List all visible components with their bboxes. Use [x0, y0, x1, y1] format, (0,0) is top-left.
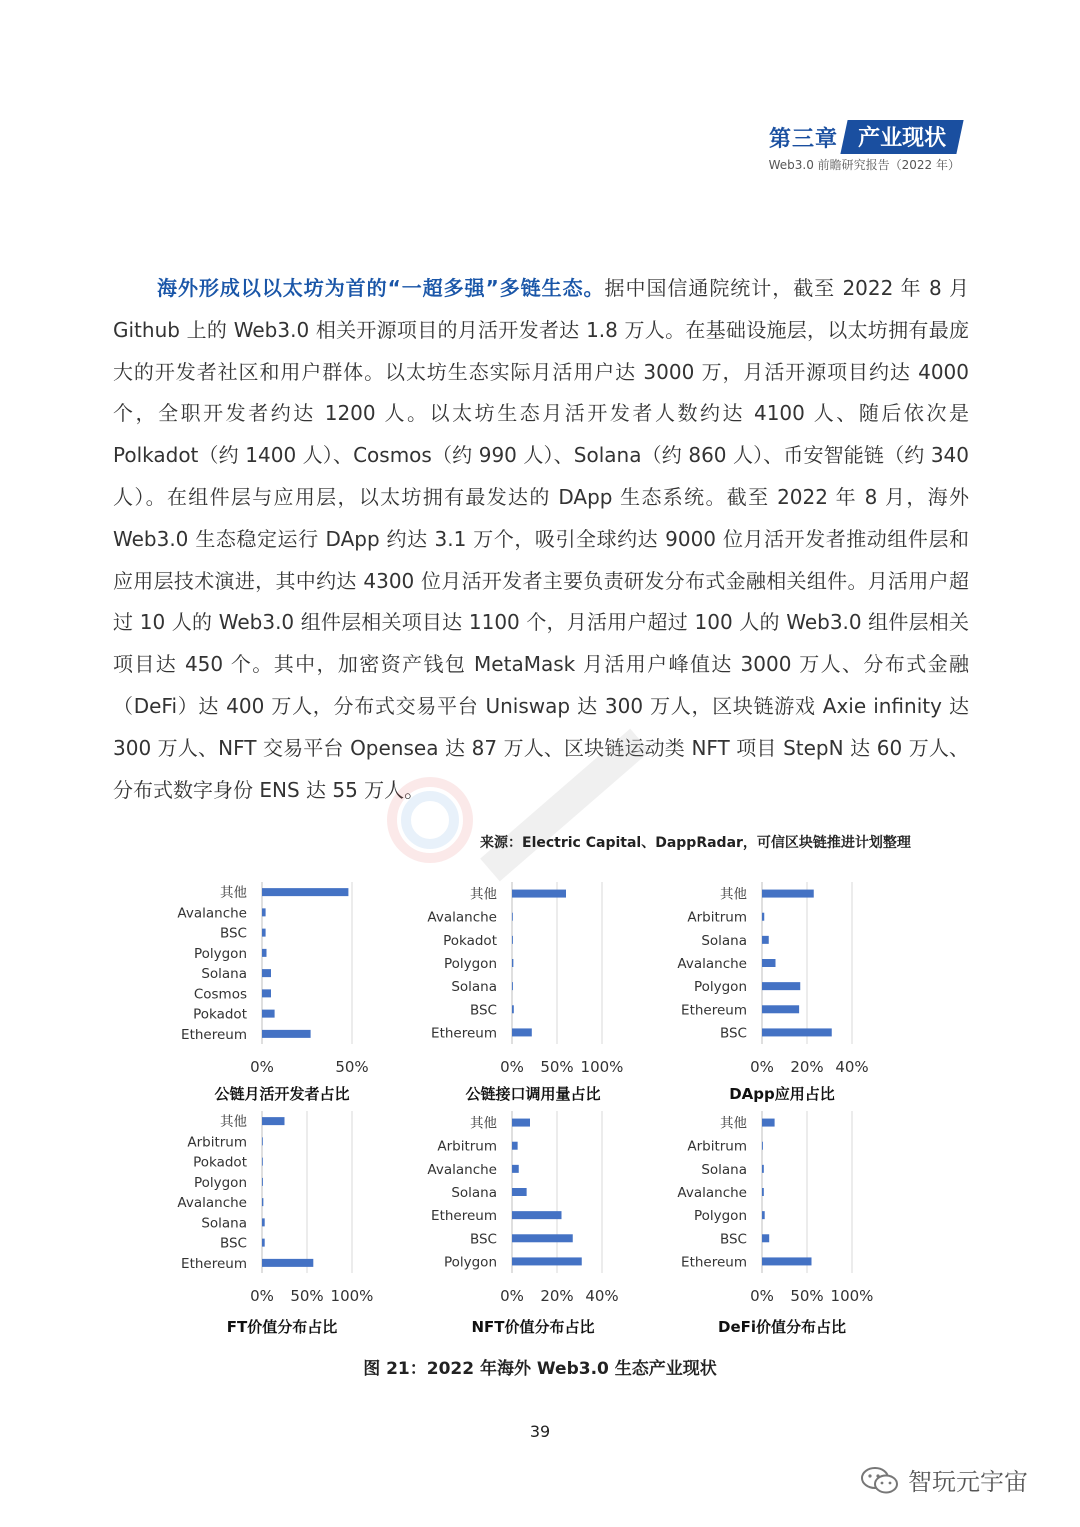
category-label: BSC [719, 1025, 747, 1042]
bar-solana [262, 1218, 265, 1226]
category-label: Cosmos [193, 986, 247, 1003]
category-label: Arbitrum [437, 1138, 497, 1155]
bar-其他 [262, 1117, 285, 1125]
chart-title: NFT价值分布占比 [471, 1318, 595, 1336]
bar-bsc [262, 929, 266, 937]
tick-label: 0% [500, 1287, 524, 1305]
bar-polygon [762, 1211, 765, 1219]
category-label: 其他 [220, 1114, 247, 1131]
chapter-topic-label: 产业现状 [858, 126, 947, 151]
category-label: Ethereum [681, 1254, 747, 1271]
category-label: Pokadot [443, 932, 497, 949]
chapter-label: 第三章 [768, 126, 838, 152]
bar-solana [762, 936, 769, 944]
bar-avalanche [262, 908, 266, 916]
category-label: Arbitrum [187, 1134, 247, 1151]
bar-bsc [512, 1005, 514, 1013]
category-label: Solana [201, 966, 247, 983]
bar-chart-svg [650, 878, 880, 1078]
tick-label: 100% [830, 1287, 874, 1305]
bar-arbitrum [762, 1142, 763, 1150]
bar-pokadot [262, 1010, 275, 1018]
category-label: Ethereum [431, 1208, 497, 1225]
bar-polygon [262, 949, 267, 957]
bar-chart-svg [400, 878, 630, 1078]
category-label: Polygon [443, 956, 497, 972]
tick-label: 0% [750, 1287, 774, 1305]
category-label: Avalanche [427, 1161, 497, 1178]
tick-label: 20% [790, 1058, 824, 1076]
bar-chart-svg [150, 878, 380, 1078]
chart-title: 公链月活开发者占比 [214, 1085, 350, 1103]
category-label: Polygon [693, 979, 747, 996]
category-label: 其他 [470, 886, 497, 903]
category-label: BSC [719, 1231, 747, 1248]
category-label: Ethereum [181, 1026, 247, 1043]
category-label: Avalanche [177, 905, 247, 922]
bar-arbitrum [262, 1137, 263, 1145]
chart-title: 公链接口调用量占比 [465, 1085, 601, 1103]
bar-其他 [512, 890, 566, 898]
category-label: 其他 [220, 885, 247, 902]
category-label: 其他 [720, 886, 747, 903]
tick-label: 20% [540, 1287, 574, 1305]
category-label: Avalanche [427, 909, 497, 926]
category-label: Arbitrum [687, 1138, 747, 1155]
bar-ethereum [512, 1028, 532, 1036]
page-number: 39 [529, 1422, 551, 1441]
source-note: 来源：Electric Capital、DappRadar，可信区块链推进计划整理 [480, 835, 911, 851]
bar-其他 [762, 890, 814, 898]
bar-arbitrum [762, 913, 764, 921]
bar-pokadot [262, 1158, 263, 1166]
category-label: Ethereum [681, 1002, 747, 1019]
bar-ethereum [762, 1005, 799, 1013]
category-label: Solana [201, 1215, 247, 1232]
bar-solana [762, 1165, 764, 1173]
category-label: Avalanche [677, 956, 747, 972]
chart-public-chain-api-calls [400, 878, 630, 1078]
bar-polygon [512, 1257, 582, 1265]
bar-cosmos [262, 989, 271, 997]
paragraph-body: 据中国信通院统计，截至 2022 年 8 月 Github 上的 Web3.0 相关开源项目的月活开发者达 1.8 万人。在基础设施层，以太坊拥有最庞大的开发者社区和用户群体。以太坊生态实际月活用户达 3000 万，月活开源项目约达 4000 个，全职开发者约达 1200 人。以太坊生态月活开发者人数约达 4100 人、随后依次是 Polkadot（约 1400 人）、Cosmos（约 990 人）、Solana（约 860 人）、币安智能链（约 340 人）。在组件层与应用层，以太坊拥有最发达的 DApp 生态系统。截至 2022 年 8 月，海外 Web3.0 生态稳定运行 DApp 约达 3.1 万个，吸引全球约达 9000 位月活开发者推动组件层和应用层技术演进，其中约达 4300 位月活开发者主要负责研发分布式金融相关组件。月活用户超过 10 人的 Web3.0 组件层相关项目达 1100 个，月活用户超过 100 人的 Web3.0 组件层相关项目达 450 个。其中，加密资产钱包 MetaMask 月活用户峰值达 3000 万人、分布式金融（DeFi）达 400 万人，分布式交易平台 Uniswap 达 300 万人，区块链游戏 Axie infinity 达 300 万人、NFT 交易平台 Opensea 达 87 万人、区块链运动类 NFT 项目 StepN 达 60 万人、分布式数字身份 ENS 达 55 万人。 [113, 276, 969, 802]
bar-bsc [512, 1234, 573, 1242]
tick-label: 50% [540, 1058, 574, 1076]
bar-其他 [512, 1119, 530, 1127]
category-label: Pokadot [193, 1006, 247, 1023]
wechat-icon [860, 1465, 900, 1495]
bar-polygon [512, 959, 513, 967]
category-label: Avalanche [177, 1195, 247, 1212]
category-label: BSC [219, 925, 247, 942]
category-label: Solana [451, 1185, 497, 1201]
bar-bsc [762, 1028, 832, 1036]
bar-ethereum [762, 1257, 812, 1265]
chart-dapp-share [650, 878, 880, 1078]
tick-label: 0% [750, 1058, 774, 1076]
tick-label: 0% [250, 1287, 274, 1305]
chart-ft-value [150, 1107, 380, 1307]
category-label: Pokadot [193, 1154, 247, 1171]
chart-public-chain-developers [150, 878, 380, 1078]
page-header [769, 120, 960, 173]
bar-avalanche [512, 913, 513, 921]
tick-label: 40% [585, 1287, 619, 1305]
bar-chart-svg [400, 1107, 630, 1307]
bar-pokadot [512, 936, 513, 944]
category-label: Arbitrum [687, 909, 747, 926]
tick-label: 50% [335, 1058, 369, 1076]
bar-polygon [762, 982, 800, 990]
chapter-topic-badge [840, 120, 963, 154]
category-label: Solana [701, 1161, 747, 1178]
bar-bsc [262, 1239, 265, 1247]
report-subtitle: Web3.0 前瞻研究报告（2022 年） [768, 158, 960, 172]
category-label: Polygon [693, 1208, 747, 1225]
bar-其他 [762, 1119, 775, 1127]
bar-solana [262, 969, 271, 977]
category-label: 其他 [720, 1115, 747, 1132]
bar-solana [512, 982, 513, 990]
tick-label: 0% [500, 1058, 524, 1076]
bar-avalanche [512, 1165, 519, 1173]
bar-arbitrum [512, 1142, 518, 1150]
category-label: BSC [219, 1235, 247, 1252]
wechat-account [860, 1462, 1028, 1497]
paragraph-lead: 海外形成以以太坊为首的“一超多强”多链生态。 [157, 276, 605, 300]
figure-caption: 图 21：2022 年海外 Web3.0 生态产业现状 [363, 1359, 717, 1379]
tick-label: 50% [290, 1287, 324, 1305]
category-label: Ethereum [431, 1025, 497, 1042]
tick-label: 100% [580, 1058, 624, 1076]
tick-label: 40% [835, 1058, 869, 1076]
category-label: BSC [469, 1231, 497, 1248]
bar-其他 [262, 888, 348, 896]
bar-avalanche [262, 1198, 263, 1206]
bar-avalanche [762, 1188, 764, 1196]
category-label: Polygon [443, 1254, 497, 1271]
bar-ethereum [262, 1030, 311, 1038]
bar-solana [512, 1188, 527, 1196]
category-label: 其他 [470, 1115, 497, 1132]
tick-label: 50% [790, 1287, 824, 1305]
bar-avalanche [762, 959, 776, 967]
bar-chart-svg [150, 1107, 380, 1307]
chart-title: DeFi价值分布占比 [717, 1318, 847, 1336]
bar-ethereum [262, 1259, 313, 1267]
bar-polygon [262, 1178, 263, 1186]
chart-title: FT价值分布占比 [226, 1318, 338, 1336]
category-label: Solana [451, 979, 497, 996]
chart-title: DApp应用占比 [729, 1085, 835, 1103]
category-label: Polygon [193, 1174, 247, 1191]
tick-label: 100% [330, 1287, 374, 1305]
category-label: Solana [701, 932, 747, 949]
bar-ethereum [512, 1211, 562, 1219]
bar-chart-svg [650, 1107, 880, 1307]
bar-bsc [762, 1234, 769, 1242]
chart-defi-value [650, 1107, 880, 1307]
category-label: Avalanche [677, 1185, 747, 1201]
category-label: BSC [469, 1002, 497, 1019]
category-label: Ethereum [181, 1255, 247, 1272]
category-label: Polygon [193, 945, 247, 962]
chart-nft-value [400, 1107, 630, 1307]
tick-label: 0% [250, 1058, 274, 1076]
wechat-account-name: 智玩元宇宙 [908, 1468, 1028, 1496]
